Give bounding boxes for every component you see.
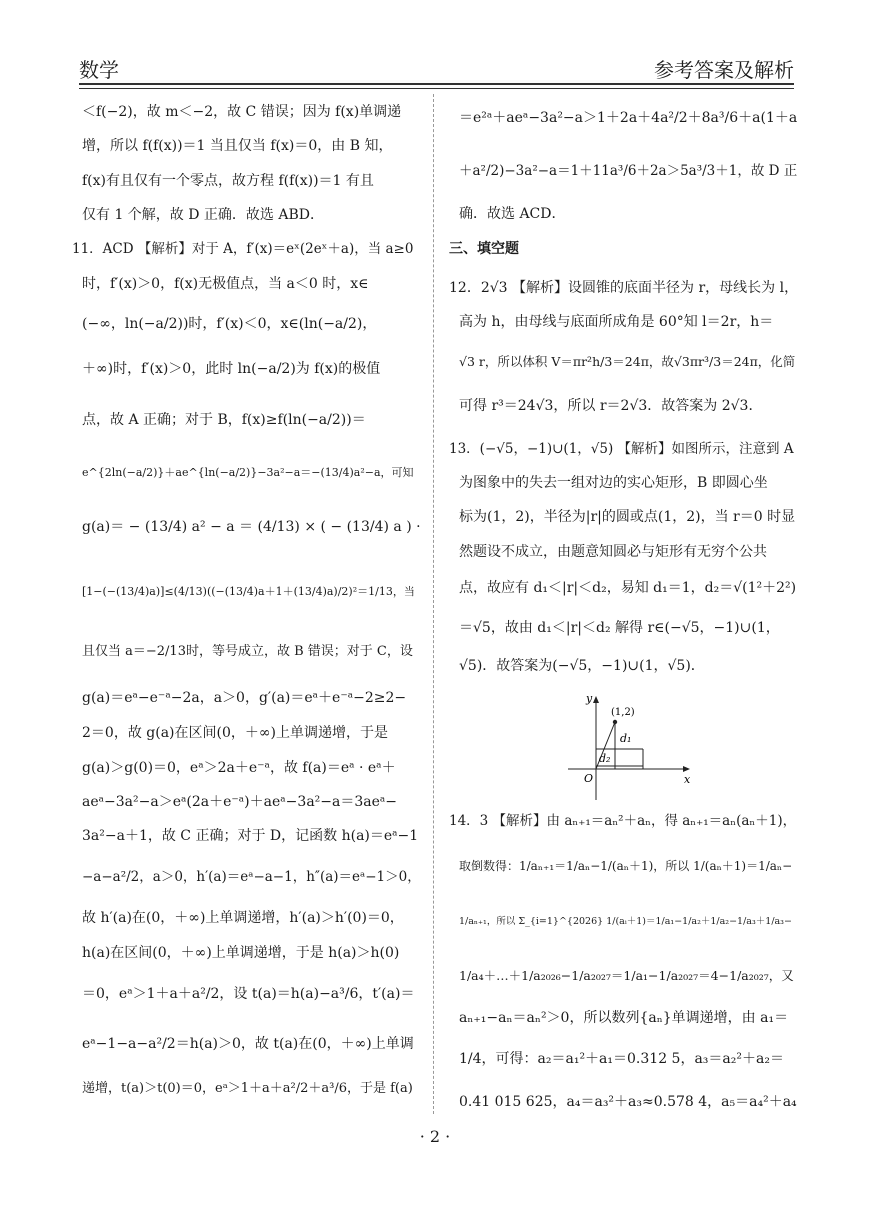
- column-separator: [433, 94, 434, 1114]
- text-line: √5)．故答案为(−√5，−1)∪(1，√5)．: [459, 658, 705, 674]
- text-line: 可得 r³＝24√3，所以 r＝2√3．故答案为 2√3．: [459, 398, 763, 414]
- x-axis-label: x: [684, 773, 691, 786]
- subject-label: 数学: [79, 58, 119, 82]
- text-line: 点，故应有 d₁＜|r|＜d₂，易知 d₁＝1，d₂＝√(1²＋2²): [459, 580, 797, 596]
- text-line: f(x)有且仅有一个零点，故方程 f(f(x))＝1 有且: [82, 173, 374, 189]
- text-line: 时，f′(x)＞0，f(x)无极值点，当 a＜0 时，x∈: [82, 276, 369, 292]
- text-line: 标为(1，2)，半径为|r|的圆或点(1，2)，当 r＝0 时显: [459, 509, 796, 525]
- text-line: ＝0，eᵃ＞1＋a＋a²/2，设 t(a)＝h(a)−a³/6，t′(a)＝: [82, 986, 415, 1002]
- page-header: [79, 50, 794, 84]
- text-line: 1/4，可得：a₂＝a₁²＋a₁＝0.312 5，a₃＝a₂²＋a₂＝: [459, 1051, 784, 1067]
- text-line: h(a)在区间(0，＋∞)上单调递增，于是 h(a)＞h(0): [82, 945, 400, 961]
- text-line: 2＝0，故 g(a)在区间(0，＋∞)上单调递增，于是: [82, 725, 388, 741]
- circle-rectangle-figure: [564, 690, 694, 808]
- center-point-label: (1,2): [611, 707, 635, 718]
- text-line: 故 h′(a)在(0，＋∞)上单调递增，h′(a)＞h′(0)＝0，: [82, 910, 404, 926]
- text-line: ＝e²ᵃ＋aeᵃ−3a²−a＞1＋2a＋4a²/2＋8a³/6＋a(1＋a: [459, 110, 798, 126]
- y-axis-label: y: [586, 692, 593, 705]
- text-line: 为图象中的失去一组对边的实心矩形，B 即圆心坐: [459, 475, 768, 491]
- page-number: · 2 ·: [419, 1127, 451, 1146]
- text-line: 且仅当 a＝−2/13时，等号成立，故 B 错误；对于 C，设: [82, 644, 413, 659]
- header-rule-thick: [79, 83, 794, 85]
- text-line: 增，所以 f(f(x))＝1 当且仅当 f(x)＝0，由 B 知，: [82, 138, 393, 154]
- text-line: 然题设不成立，由题意知圆必与矩形有无穷个公共: [459, 544, 767, 560]
- text-line: ＝√5，故由 d₁＜|r|＜d₂ 解得 r∈(−√5，−1)∪(1，: [459, 620, 780, 636]
- text-line: 取倒数得：1/aₙ₊₁＝1/aₙ−1/(aₙ＋1)，所以 1/(aₙ＋1)＝1/aₙ−: [459, 859, 793, 873]
- d1-label: d₁: [620, 732, 632, 745]
- text-line: 点，故 A 正确；对于 B，f(x)≥f(ln(−a/2))＝: [82, 412, 366, 428]
- text-line: 3a²−a＋1，故 C 正确；对于 D，记函数 h(a)＝eᵃ−1: [82, 828, 419, 844]
- d2-label: d₂: [599, 752, 611, 765]
- text-line: g(a)＝ − (13/4) a² − a ＝ (4/13) × ( − (13/4) a ) ·: [82, 519, 421, 535]
- text-line: 1/a₄＋…＋1/a₂₀₂₆−1/a₂₀₂₇＝1/a₁−1/a₂₀₂₇＝4−1/a₂₀₂₇，又: [459, 968, 794, 983]
- text-line: √3 r，所以体积 V＝πr²h/3＝24π，故√3πr³/3＝24π，化简: [459, 354, 796, 369]
- text-line: (−∞，ln(−a/2))时，f′(x)＜0，x∈(ln(−a/2)，: [82, 316, 377, 332]
- text-line: 0.41 015 625，a₄＝a₃²＋a₃≈0.578 4，a₅＝a₄²＋a₄: [459, 1094, 797, 1110]
- answer-14-line: 14．3 【解析】由 aₙ₊₁＝aₙ²＋aₙ，得 aₙ₊₁＝aₙ(aₙ＋1)，: [449, 813, 797, 829]
- text-line: aeᵃ−3a²−a＞eᵃ(2a＋e⁻ᵃ)＋aeᵃ−3a²−a＝3aeᵃ−: [82, 794, 398, 810]
- text-line: 仅有 1 个解，故 D 正确．故选 ABD．: [82, 207, 325, 223]
- text-line: e^{2ln(−a/2)}＋ae^{ln(−a/2)}−3a²−a＝−(13/4)a²−a，可知: [82, 466, 414, 479]
- header-rule-thin: [79, 88, 794, 89]
- text-line: g(a)＞g(0)＝0，eᵃ＞2a＋e⁻ᵃ，故 f(a)＝eᵃ · eᵃ＋: [82, 760, 396, 776]
- text-line: −a−a²/2，a＞0，h′(a)＝eᵃ−a−1，h″(a)＝eᵃ−1＞0，: [82, 869, 421, 885]
- text-line: 递增，t(a)＞t(0)＝0，eᵃ＞1＋a＋a²/2＋a³/6，于是 f(a): [82, 1081, 413, 1096]
- text-line: 1/aₙ₊₁，所以 Σ_{i=1}^{2026} 1/(aᵢ＋1)＝1/a₁−1/a₂＋1/a₂−1/a₃＋1/a₃−: [459, 916, 792, 927]
- text-line: [1−(−(13/4)a)]≤(4/13)((−(13/4)a＋1＋(13/4)a)/2)²＝1/13，当: [82, 585, 415, 598]
- answer-13-line: 13．(−√5，−1)∪(1，√5) 【解析】如图所示，注意到 A: [449, 441, 794, 457]
- text-line: aₙ₊₁−aₙ＝aₙ²＞0，所以数列{aₙ}单调递增，由 a₁＝: [459, 1010, 789, 1026]
- answer-12-line: 12．2√3 【解析】设圆锥的底面半径为 r，母线长为 l，: [449, 280, 799, 296]
- header-title: 参考答案及解析: [654, 58, 794, 82]
- section-heading: 三、填空题: [449, 241, 519, 257]
- text-line: ＋∞)时，f′(x)＞0，此时 ln(−a/2)为 f(x)的极值: [82, 361, 381, 377]
- text-line: 确．故选 ACD．: [459, 206, 566, 222]
- text-line: ＋a²/2)−3a²−a＝1＋11a³/6＋2a＞5a³/3＋1，故 D 正: [459, 163, 798, 179]
- text-line: 高为 h，由母线与底面所成角是 60°知 l＝2r，h＝: [459, 314, 774, 330]
- text-line: g(a)＝eᵃ−e⁻ᵃ−2a，a＞0，g′(a)＝eᵃ＋e⁻ᵃ−2≥2−: [82, 690, 407, 706]
- text-line: ＜f(−2)，故 m＜−2，故 C 错误；因为 f(x)单调递: [82, 104, 402, 120]
- text-line: eᵃ−1−a−a²/2＝h(a)＞0，故 t(a)在(0，＋∞)上单调: [82, 1036, 414, 1052]
- answer-11-line: 11．ACD 【解析】对于 A，f′(x)＝eˣ(2eˣ＋a)，当 a≥0: [72, 241, 414, 257]
- origin-label: O: [584, 772, 594, 785]
